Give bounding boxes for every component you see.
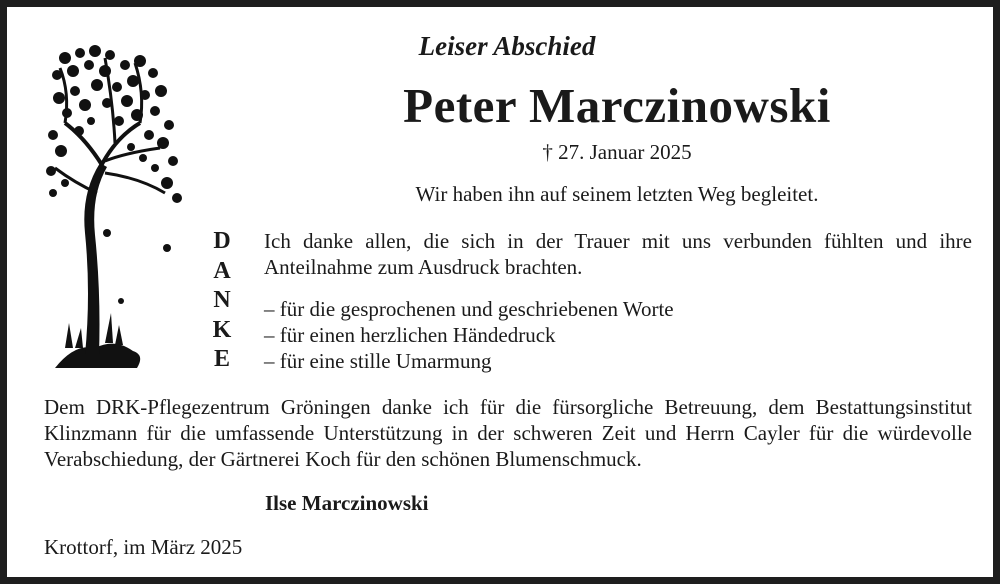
danke-vertical <box>207 227 237 375</box>
danke-letter: N <box>213 287 231 313</box>
death-date: † 27. Januar 2025 <box>542 140 692 164</box>
acknowledgement-paragraph: Dem DRK-Pflegezentrum Gröningen danke ich für die fürsorgliche Betreuung, dem Bestattungsinstitut Klinzmann für die umfassende Unterstützung in der schweren Zeit und Herrn Cayler für die würdevolle Verabschiedung, der Gärtnerei Koch für den schönen Blumenschmuck. <box>44 395 972 471</box>
thanks-list <box>264 296 674 374</box>
thanks-paragraph: Ich danke allen, die sich in der Trauer mit uns verbunden fühlten und ihre Anteilnahme zum Ausdruck brachten. <box>264 229 972 279</box>
place-date: Krottorf, im März 2025 <box>44 535 243 559</box>
danke-letter: A <box>213 257 231 284</box>
deceased-name: Peter Marczinowski <box>403 78 831 133</box>
tree-silhouette-icon <box>45 43 187 373</box>
danke-letter: E <box>213 346 230 372</box>
list-item: – für eine stille Umarmung <box>264 349 492 373</box>
heading: Leiser Abschied <box>418 31 596 61</box>
danke-letter: D <box>213 228 231 254</box>
list-item: – für einen herzlichen Händedruck <box>264 323 556 347</box>
danke-letter: K <box>212 316 232 343</box>
intro-line: Wir haben ihn auf seinem letzten Weg begleitet. <box>415 182 819 206</box>
signature: Ilse Marczinowski <box>265 491 429 515</box>
list-item: – für die gesprochenen und geschriebenen Worte <box>264 297 674 321</box>
